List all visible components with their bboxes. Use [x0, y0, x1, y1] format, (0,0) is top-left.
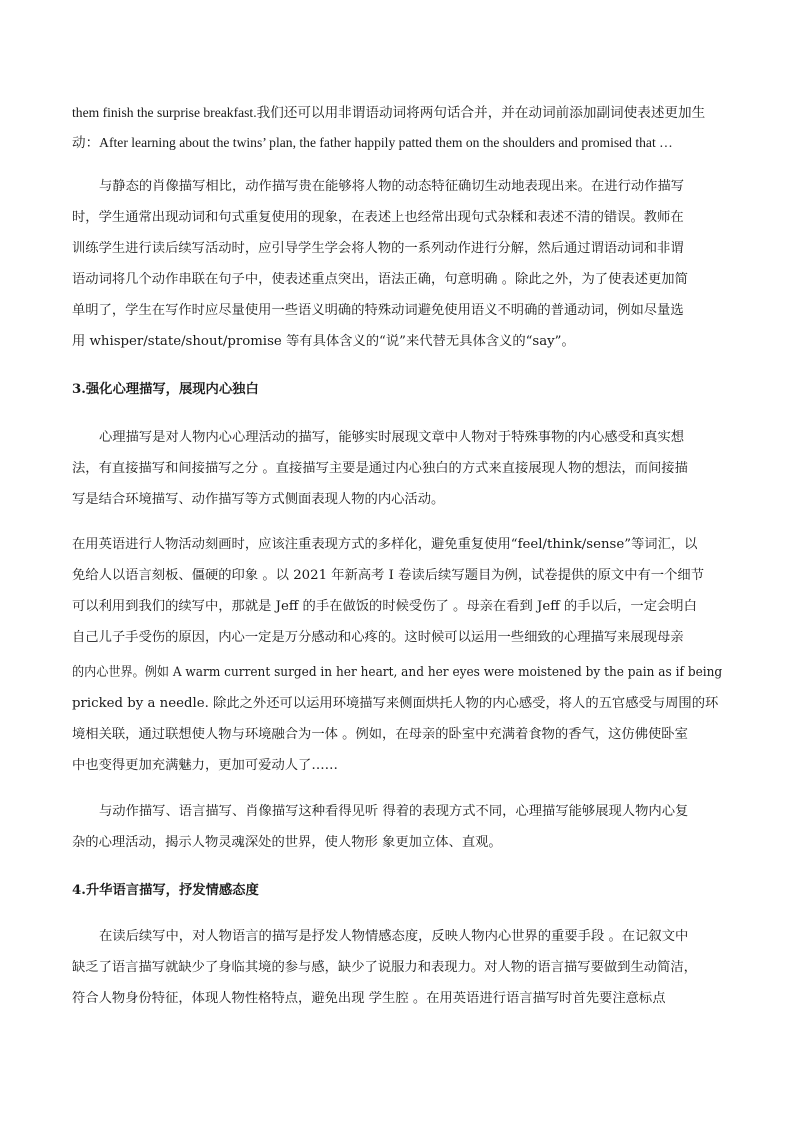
paragraph-line: 训练学生进行读后续写活动时，应引导学生学会将人物的一系列动作进行分解，然后通过谓语动词和非谓 — [72, 241, 684, 256]
paragraph-line: 与静态的肖像描写相比，动作描写贵在能够将人物的动态特征确切生动地表现出来。在进行动作描写 — [99, 179, 685, 194]
paragraph-line: 写是结合环境描写、动作描写等方式侧面表现人物的内心活动。 — [72, 492, 445, 507]
paragraph-line: 单明了，学生在写作时应尽量使用一些语义明确的特殊动词避免使用语义不明确的普通动词，例如尽量选 — [72, 303, 684, 318]
paragraph-line: 免给人以语言刻板、僵硬的印象 。以 2021 年新高考 I 卷读后续写题目为例，试卷提供的原文中有一个细节 — [72, 568, 704, 583]
paragraph-line: 的内心世界。例如 A warm current surged in her heart, and her eyes were moistened by the pain as if being — [72, 665, 723, 680]
paragraph-line: 缺乏了语言描写就缺少了身临其境的参与感，缺少了说服力和表现力。对人物的语言描写要做到生动简洁， — [72, 960, 697, 975]
paragraph-line: 符合人物身份特征，体现人物性格特点，避免出现 学生腔 。在用英语进行语言描写时首先要注意标点 — [72, 991, 666, 1006]
paragraph-line: 法，有直接描写和间接描写之分 。直接描写主要是通过内心独白的方式来直接展现人物的想法，而间接描 — [72, 461, 688, 476]
paragraph-line: 在读后续写中，对人物语言的描写是抒发人物情感态度，反映人物内心世界的重要手段 。在记叙文中 — [99, 929, 689, 944]
paragraph-line: 杂的心理活动，揭示人物灵魂深处的世界，使人物形 象更加立体、直观。 — [72, 835, 502, 850]
paragraph-line: 自己儿子手受伤的原因，内心一定是万分感动和心疼的。这时候可以运用一些细致的心理描写来展现母亲 — [72, 630, 684, 645]
paragraph-line: 心理描写是对人物内心心理活动的描写，能够实时展现文章中人物对于特殊事物的内心感受和真实想 — [99, 430, 685, 445]
paragraph-line: 语动词将几个动作串联在句子中，使表述重点突出，语法正确，句意明确 。除此之外，为了使表述更加简 — [72, 272, 688, 287]
paragraph-line: 可以利用到我们的续写中，那就是 Jeff 的手在做饭的时候受伤了 。母亲在看到 Jeff 的手以后，一定会明白 — [72, 599, 697, 614]
paragraph-line: 在用英语进行人物活动刻画时，应该注重表现方式的多样化，避免重复使用“feel/think/sense”等词汇，以 — [72, 537, 698, 552]
paragraph-line: 境相关联，通过联想使人物与环境融合为一体 。例如，在母亲的卧室中充满着食物的香气，这仿佛使卧室 — [72, 727, 688, 742]
paragraph-line: 用 whisper/state/shout/promise 等有具体含义的“说”来代替无具体含义的“say”。 — [72, 334, 575, 349]
paragraph-line: 与动作描写、语言描写、肖像描写这种看得见听 得着的表现方式不同，心理描写能够展现人物内心复 — [99, 804, 689, 819]
paragraph-line: pricked by a needle. 除此之外还可以运用环境描写来侧面烘托人物的内心感受，将人的五官感受与周围的环 — [72, 696, 719, 711]
paragraph-line: them finish the surprise breakfast.我们还可以用非谓语动词将两句话合并，并在动词前添加副词使表述更加生 — [72, 105, 706, 120]
section-heading-3: 3.强化心理描写，展现内心独白 — [72, 382, 259, 397]
paragraph-line: 中也变得更加充满魅力，更加可爱动人了…… — [72, 758, 338, 773]
paragraph-line: 动：After learning about the twins’ plan, the father happily patted them on the shoulders and promised that … — [72, 135, 673, 150]
section-heading-4: 4.升华语言描写，抒发情感态度 — [72, 883, 259, 898]
paragraph-line: 时，学生通常出现动词和句式重复使用的现象，在表述上也经常出现句式杂糅和表述不清的错误。教师在 — [72, 210, 684, 225]
